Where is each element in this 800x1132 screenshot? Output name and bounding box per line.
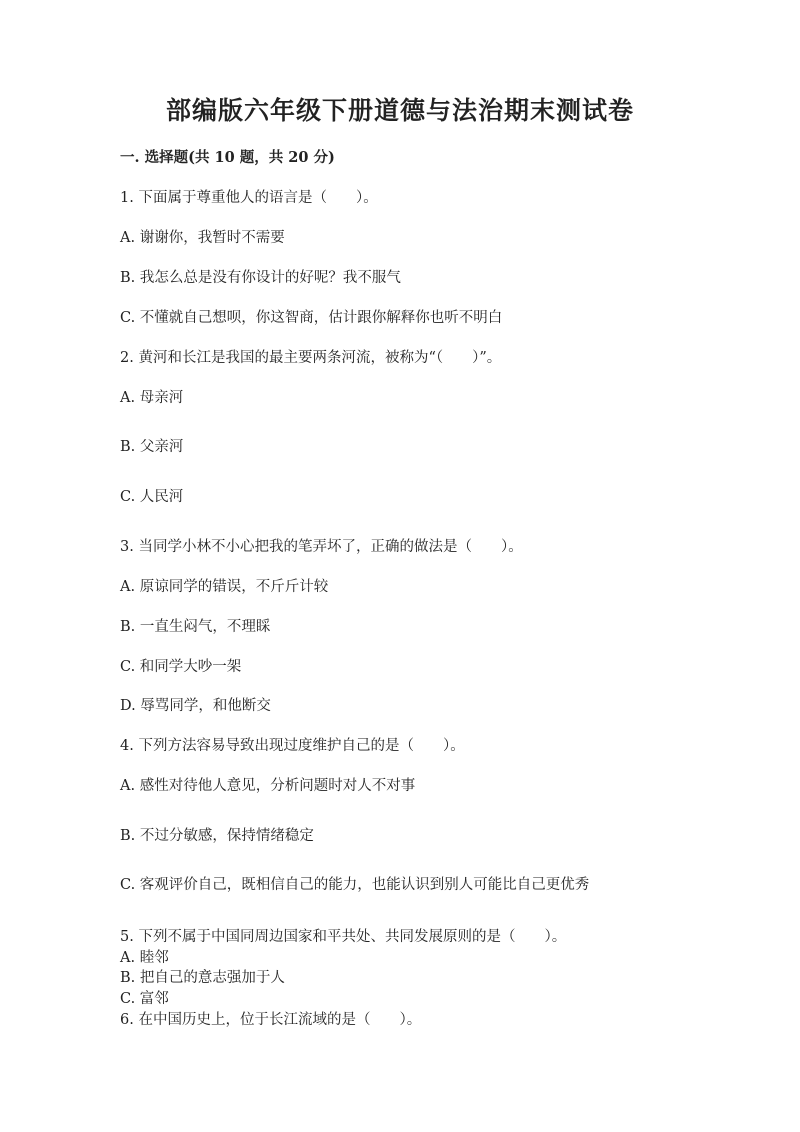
question-5-option-a: A. 睦邻 — [120, 950, 169, 966]
question-2-option-a: A. 母亲河 — [120, 390, 184, 406]
question-3-option-d: D. 辱骂同学，和他断交 — [120, 698, 271, 714]
question-6-stem: 6. 在中国历史上，位于长江流域的是（ ）。 — [120, 1012, 422, 1028]
question-4-option-c: C. 客观评价自己，既相信自己的能力，也能认识到别人可能比自己更优秀 — [120, 877, 590, 893]
page-title: 部编版六年级下册道德与法治期末测试卷 — [165, 96, 634, 125]
question-3-stem: 3. 当同学小林不小心把我的笔弄坏了，正确的做法是（ ）。 — [120, 539, 523, 555]
question-2-option-b: B. 父亲河 — [120, 439, 184, 455]
question-4-option-a: A. 感性对待他人意见，分析问题时对人不对事 — [120, 778, 416, 794]
question-1-option-a: A. 谢谢你，我暂时不需要 — [120, 230, 285, 246]
question-1-option-b: B. 我怎么总是没有你设计的好呢？我不服气 — [120, 270, 401, 286]
question-3-option-b: B. 一直生闷气，不理睬 — [120, 619, 271, 635]
question-5-stem: 5. 下列不属于中国同周边国家和平共处、共同发展原则的是（ ）。 — [120, 929, 567, 945]
question-3-option-a: A. 原谅同学的错误，不斤斤计较 — [120, 579, 329, 595]
question-2-stem: 2. 黄河和长江是我国的最主要两条河流，被称为“（ ）”。 — [120, 350, 502, 366]
question-3-option-c: C. 和同学大吵一架 — [120, 659, 242, 675]
question-5-option-c: C. 富邻 — [120, 991, 169, 1007]
question-1-stem: 1. 下面属于尊重他人的语言是（ ）。 — [120, 190, 378, 206]
question-1-option-c: C. 不懂就自己想呗，你这智商，估计跟你解释你也听不明白 — [120, 310, 503, 326]
question-4-stem: 4. 下列方法容易导致出现过度维护自己的是（ ）。 — [120, 738, 465, 754]
question-5-option-b: B. 把自己的意志强加于人 — [120, 970, 285, 986]
section-heading: 一. 选择题(共 10 题，共 20 分) — [120, 149, 335, 166]
question-4-option-b: B. 不过分敏感，保持情绪稳定 — [120, 828, 314, 844]
question-2-option-c: C. 人民河 — [120, 489, 184, 505]
